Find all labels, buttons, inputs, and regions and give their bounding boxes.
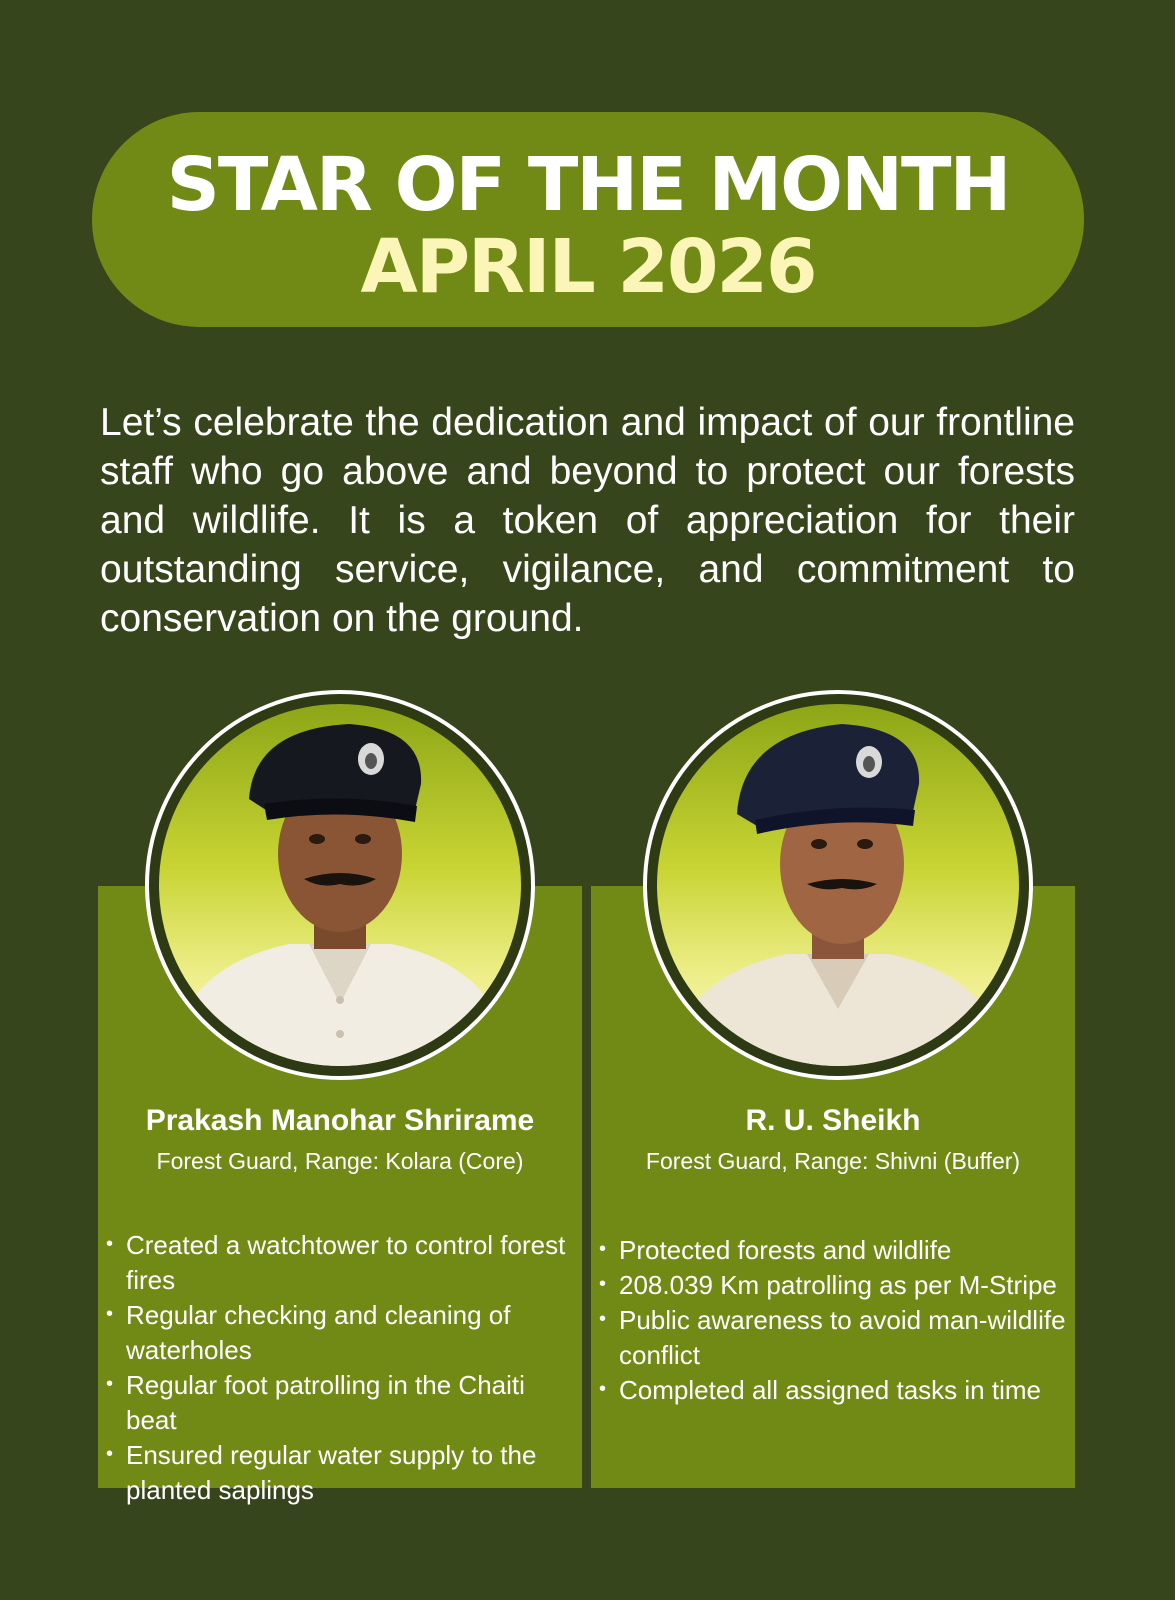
achievement-item: • Public awareness to avoid man-wildlife conflict bbox=[599, 1303, 1067, 1373]
star-name: Prakash Manohar Shrirame bbox=[145, 1104, 535, 1137]
officer-portrait-icon bbox=[159, 704, 521, 1066]
achievement-item: • Created a watchtower to control forest fires bbox=[106, 1228, 574, 1298]
achievement-item: • 208.039 Km patrolling as per M-Stripe bbox=[599, 1268, 1067, 1303]
star-role: Forest Guard, Range: Shivni (Buffer) bbox=[645, 1148, 1021, 1174]
portrait-frame bbox=[145, 690, 535, 1080]
banner-month: APRIL 2026 bbox=[360, 224, 816, 310]
intro-paragraph: Let’s celebrate the dedication and impact of our frontline staff who go above and beyond to protect our forests and wildlife. It is a token of appreciation for their outstanding service, vigilance, and commitment to conservation on the ground. bbox=[100, 401, 1075, 640]
achievement-list bbox=[599, 1233, 1067, 1408]
title-banner bbox=[92, 112, 1084, 327]
officer-portrait-icon bbox=[657, 704, 1019, 1066]
achievement-item: • Completed all assigned tasks in time bbox=[599, 1373, 1067, 1408]
achievement-item: • Regular checking and cleaning of waterholes bbox=[106, 1298, 574, 1368]
portrait-photo bbox=[159, 704, 521, 1066]
achievement-list bbox=[106, 1228, 574, 1508]
achievement-item: • Regular foot patrolling in the Chaiti beat bbox=[106, 1368, 574, 1438]
star-role: Forest Guard, Range: Kolara (Core) bbox=[156, 1148, 524, 1174]
portrait-photo bbox=[657, 704, 1019, 1066]
achievement-item: • Ensured regular water supply to the planted saplings bbox=[106, 1438, 574, 1508]
achievement-item: • Protected forests and wildlife bbox=[599, 1233, 1067, 1268]
portrait-frame bbox=[643, 690, 1033, 1080]
banner-title: STAR OF THE MONTH bbox=[166, 142, 1010, 228]
star-name: R. U. Sheikh bbox=[745, 1104, 921, 1137]
